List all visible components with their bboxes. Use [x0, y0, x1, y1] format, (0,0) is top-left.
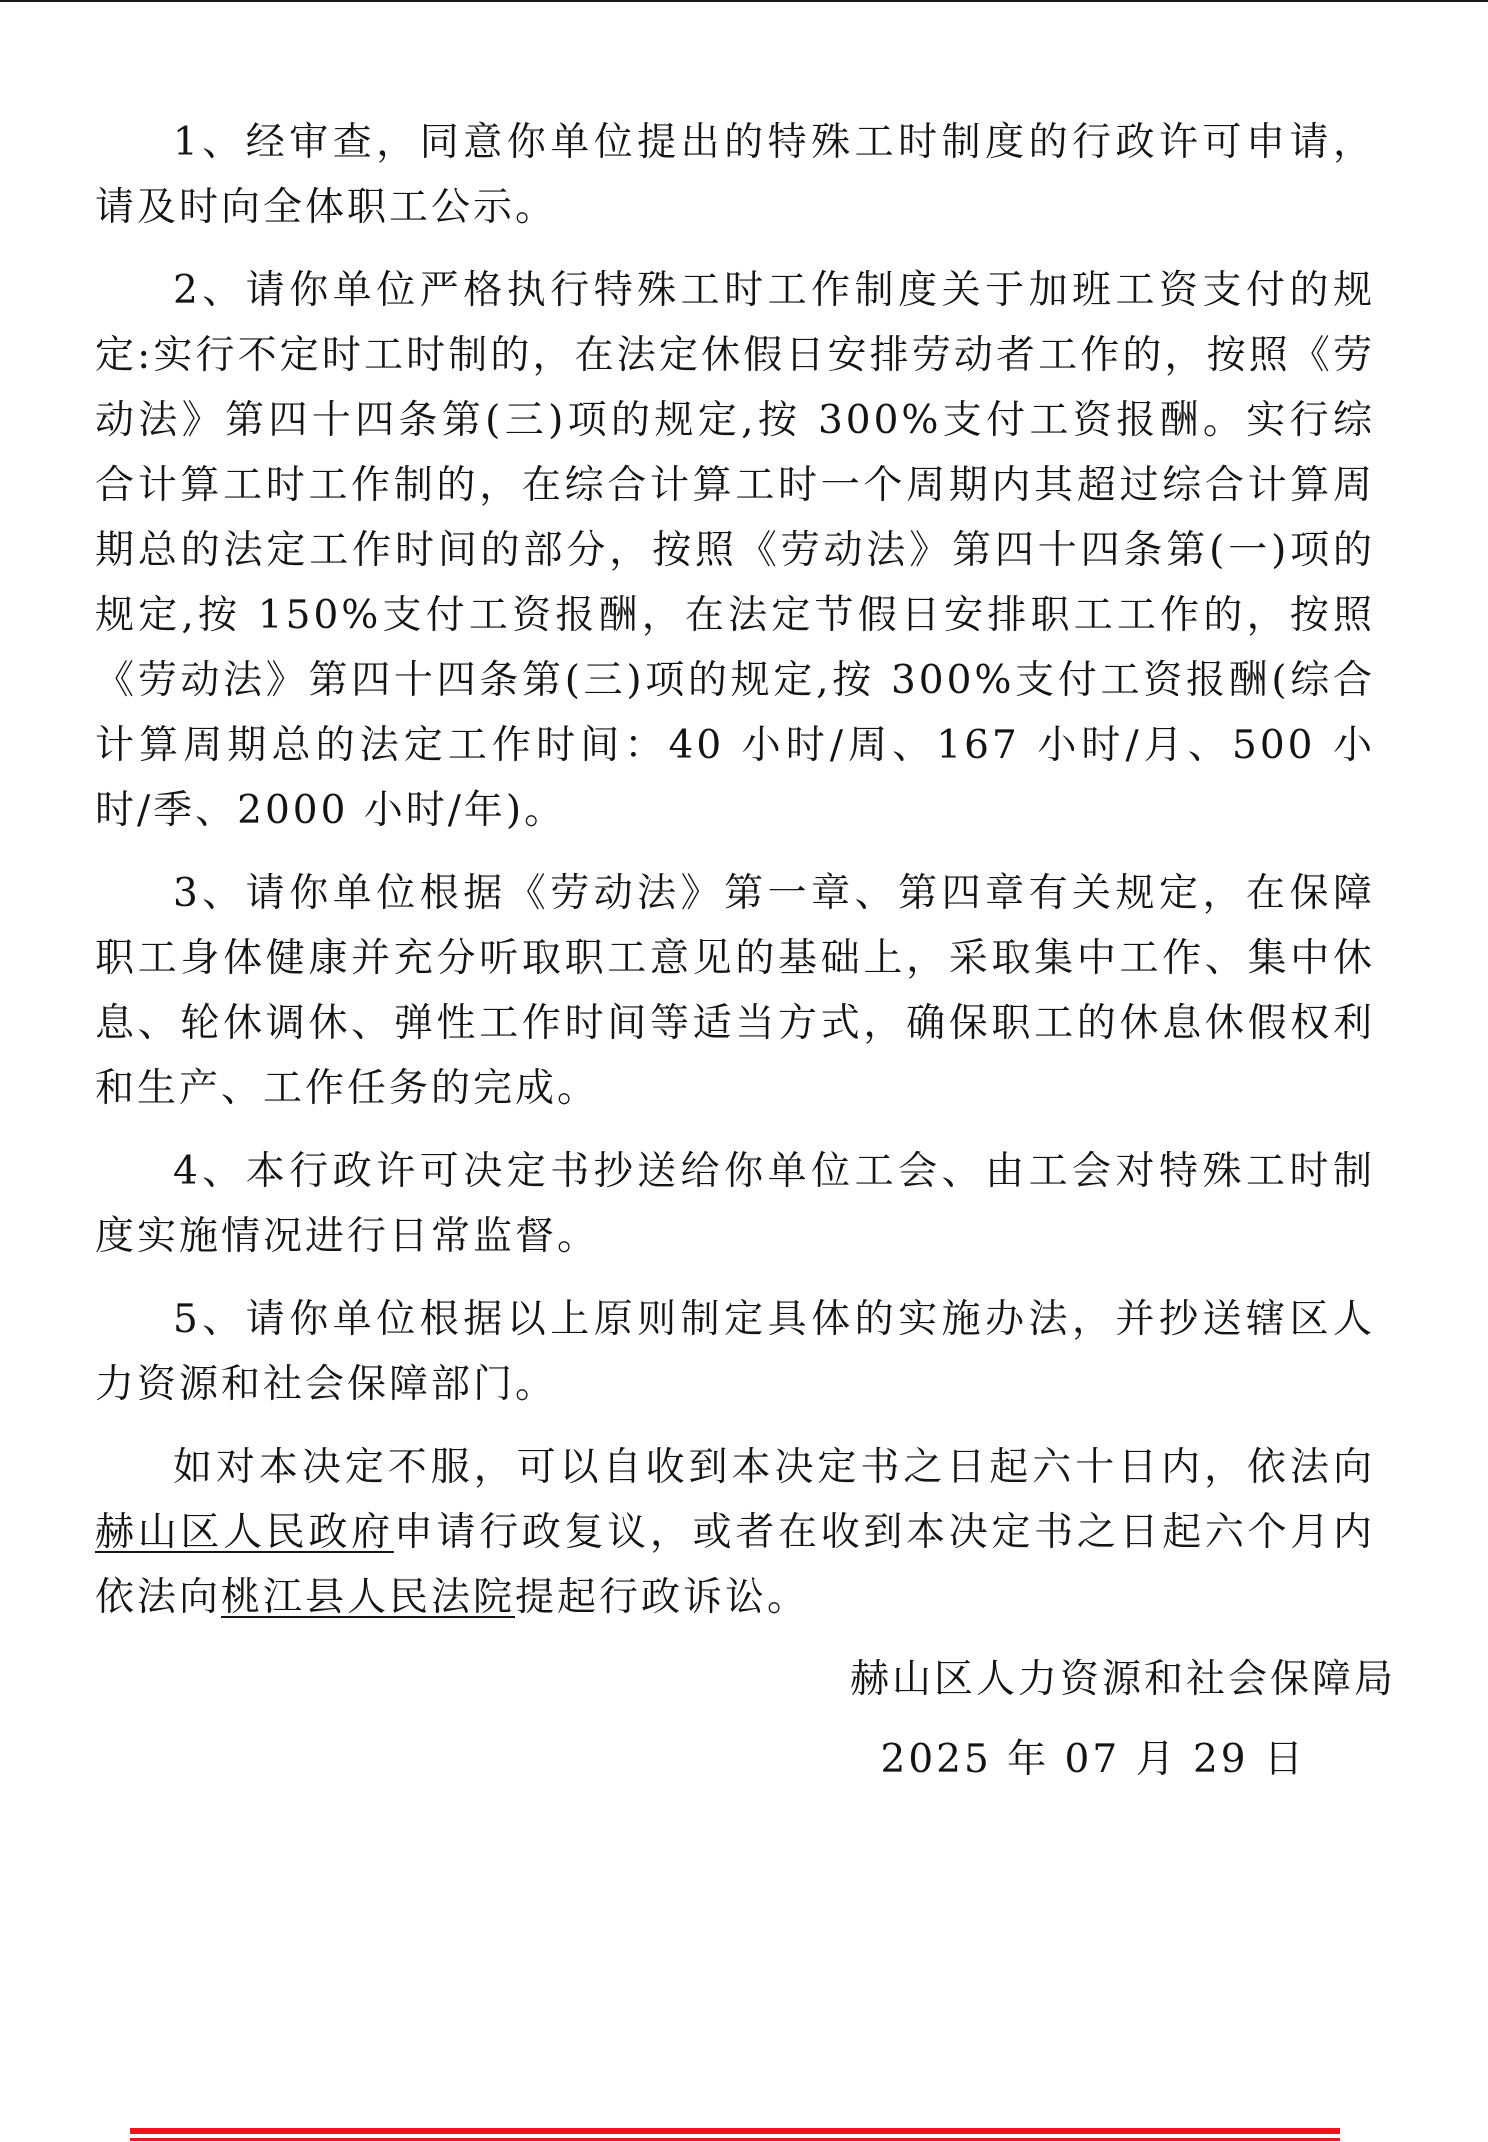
paragraph-1: 1、经审查，同意你单位提出的特殊工时制度的行政许可申请，请及时向全体职工公示。	[95, 120, 1375, 230]
top-border	[0, 0, 1488, 2]
signature-block	[850, 1640, 1396, 1800]
appeal-authority-government: 赫山区人民政府	[95, 1510, 394, 1555]
issuer-name: 赫山区人力资源和社会保障局	[849, 1657, 1396, 1702]
appeal-text-3: 提起行政诉讼。	[515, 1575, 810, 1620]
red-divider	[130, 2128, 1340, 2142]
appeal-paragraph	[95, 1435, 1375, 1630]
paragraph-3: 3、请你单位根据《劳动法》第一章、第四章有关规定，在保障职工身体健康并充分听取职工意见的基础上，采取集中工作、集中休息、轮休调休、弹性工作时间等适当方式，确保职工的休息休假权利和生产、工作任务的完成。	[95, 871, 1375, 1111]
issue-date: 2025 年 07 月 29 日	[880, 1737, 1306, 1782]
appeal-authority-court: 桃江县人民法院	[221, 1575, 516, 1620]
paragraph-5: 5、请你单位根据以上原则制定具体的实施办法，并抄送辖区人力资源和社会保障部门。	[95, 1297, 1375, 1407]
paragraph-4: 4、本行政许可决定书抄送给你单位工会、由工会对特殊工时制度实施情况进行日常监督。	[95, 1149, 1375, 1259]
paragraph-2: 2、请你单位严格执行特殊工时工作制度关于加班工资支付的规定:实行不定时工时制的，在法定休假日安排劳动者工作的，按照《劳动法》第四十四条第(三)项的规定,按 300%支付工资报酬。实行综合计算工时工作制的，在综合计算工时一个周期内其超过综合计算周期总的法定工作时间的部分，按照《劳动法》第四十四条第(一)项的规定,按 150%支付工资报酬，在法定节假日安排职工工作的，按照《劳动法》第四十四条第(三)项的规定,按 300%支付工资报酬(综合计算周期总的法定工作时间：40 小时/周、167 小时/月、500 小时/季、2000 小时/年)。	[95, 268, 1375, 833]
document-body	[95, 110, 1375, 1648]
appeal-text-1: 如对本决定不服，可以自收到本决定书之日起六十日内，依法向	[173, 1445, 1375, 1490]
appeal-text-2: 申请行政复议，或者在收到本决定书之日起六个月内依法向	[95, 1510, 1375, 1620]
